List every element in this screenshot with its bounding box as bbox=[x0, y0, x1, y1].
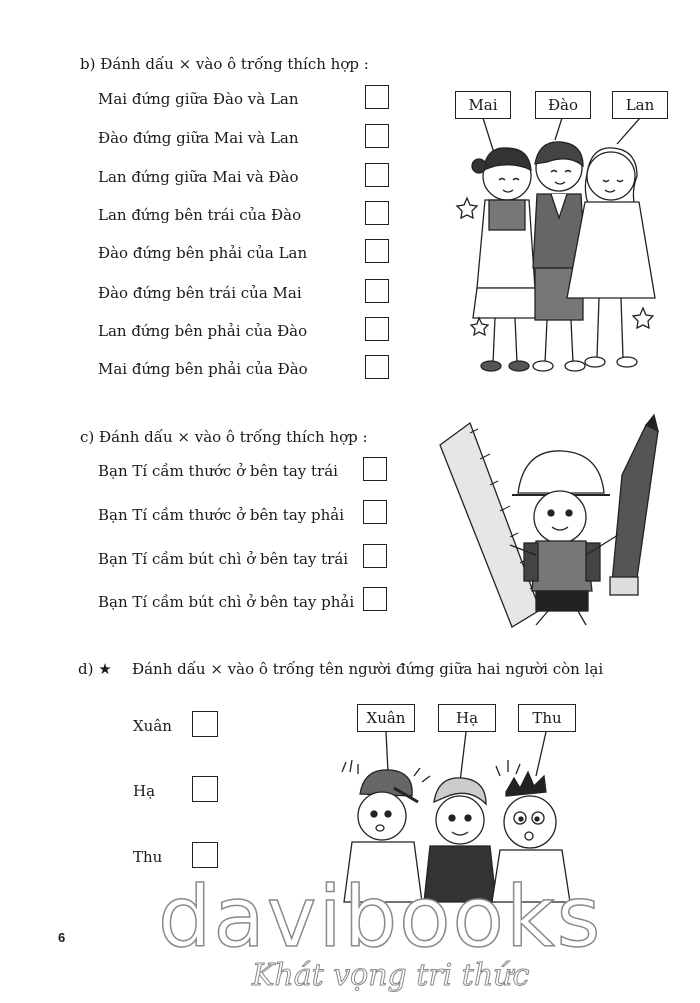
statement-b-8: Mai đứng bên phải của Đào bbox=[98, 360, 308, 378]
statement-b-3: Lan đứng giữa Mai và Đào bbox=[98, 168, 299, 186]
watermark-brand: davibooks bbox=[158, 868, 603, 966]
statement-b-6: Đào đứng bên trái của Mai bbox=[98, 284, 302, 302]
checkbox-d-ha[interactable] bbox=[192, 776, 218, 802]
checkbox-c-2[interactable] bbox=[363, 500, 387, 524]
checkbox-c-1[interactable] bbox=[363, 457, 387, 481]
option-thu-label: Thu bbox=[133, 848, 163, 866]
checkbox-b-7[interactable] bbox=[365, 317, 389, 341]
section-c-title: c) Đánh dấu × vào ô trống thích hợp : bbox=[80, 428, 368, 446]
section-b-title: b) Đánh dấu × vào ô trống thích hợp : bbox=[80, 55, 369, 73]
checkbox-d-xuan[interactable] bbox=[192, 711, 218, 737]
checkbox-b-8[interactable] bbox=[365, 355, 389, 379]
checkbox-b-6[interactable] bbox=[365, 279, 389, 303]
name-label-mai: Mai bbox=[455, 91, 511, 119]
statement-c-1: Bạn Tí cầm thước ở bên tay trái bbox=[98, 462, 338, 480]
boy-ruler-pencil-illustration bbox=[440, 415, 670, 630]
statement-b-1: Mai đứng giữa Đào và Lan bbox=[98, 90, 299, 108]
statement-c-4: Bạn Tí cầm bút chì ở bên tay phải bbox=[98, 593, 355, 611]
checkbox-b-3[interactable] bbox=[365, 163, 389, 187]
statement-c-2: Bạn Tí cầm thước ở bên tay phải bbox=[98, 506, 345, 524]
option-ha-label: Hạ bbox=[133, 782, 156, 800]
page-number: 6 bbox=[58, 930, 66, 945]
name-label-ha: Hạ bbox=[438, 704, 496, 732]
checkbox-d-thu[interactable] bbox=[192, 842, 218, 868]
option-xuan-label: Xuân bbox=[133, 717, 172, 735]
section-d-label: d) ★ bbox=[78, 660, 112, 678]
checkbox-b-4[interactable] bbox=[365, 201, 389, 225]
statement-c-3: Bạn Tí cầm bút chì ở bên tay trái bbox=[98, 550, 349, 568]
name-label-thu: Thu bbox=[518, 704, 576, 732]
checkbox-b-1[interactable] bbox=[365, 85, 389, 109]
statement-b-4: Lan đứng bên trái của Đào bbox=[98, 206, 302, 224]
statement-b-7: Lan đứng bên phải của Đào bbox=[98, 322, 308, 340]
checkbox-c-3[interactable] bbox=[363, 544, 387, 568]
three-girls-illustration bbox=[455, 118, 670, 380]
section-d-title: Đánh dấu × vào ô trống tên người đứng giữa hai người còn lại bbox=[132, 660, 604, 678]
watermark-slogan: Khát vọng tri thức bbox=[252, 958, 530, 993]
checkbox-b-2[interactable] bbox=[365, 124, 389, 148]
checkbox-c-4[interactable] bbox=[363, 587, 387, 611]
statement-b-5: Đào đứng bên phải của Lan bbox=[98, 244, 308, 262]
checkbox-b-5[interactable] bbox=[365, 239, 389, 263]
name-label-xuan: Xuân bbox=[357, 704, 415, 732]
name-label-lan: Lan bbox=[612, 91, 668, 119]
name-label-dao: Đào bbox=[535, 91, 591, 119]
statement-b-2: Đào đứng giữa Mai và Lan bbox=[98, 129, 299, 147]
